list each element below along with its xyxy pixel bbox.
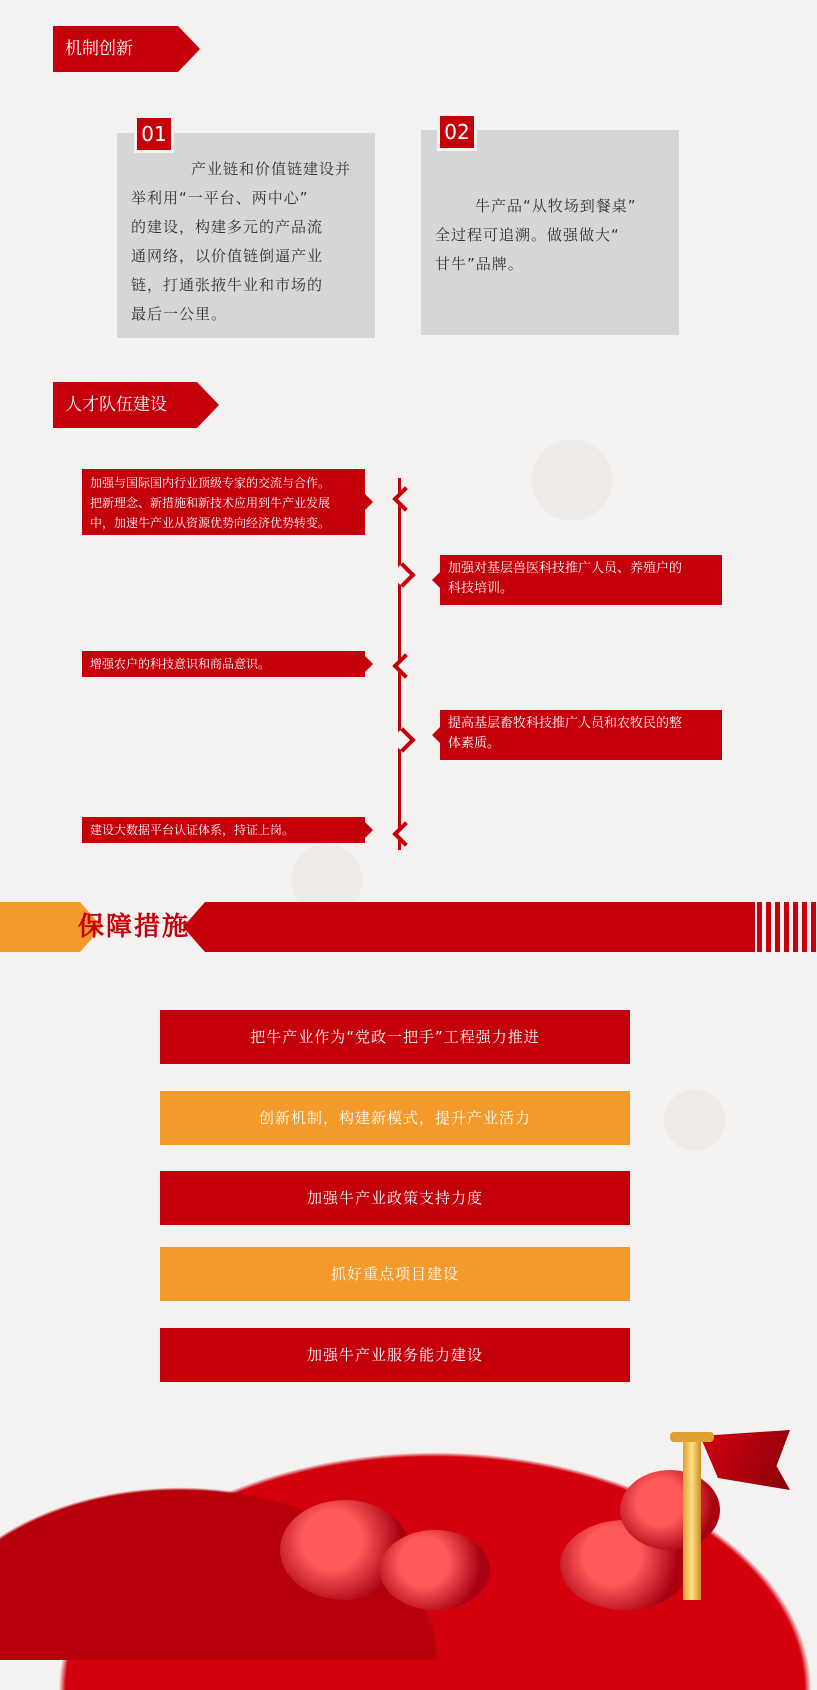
box-01-line: 产业链和价值链建设并 bbox=[191, 160, 352, 178]
box-01 bbox=[117, 133, 375, 338]
timeline-item-line: 体素质。 bbox=[448, 736, 501, 751]
box-01-line: 通网络，以价值链倒逼产业 bbox=[131, 247, 324, 265]
box-02-text bbox=[435, 192, 675, 279]
box-01-text bbox=[131, 155, 371, 329]
section-title-talent: 人才队伍建设 bbox=[53, 382, 197, 428]
box-01-number: 01 bbox=[134, 115, 174, 153]
box-02-line: 牛产品“从牧场到餐桌” bbox=[475, 197, 637, 215]
box-02-number: 02 bbox=[437, 113, 477, 151]
measure-item-4: 抓好重点项目建设 bbox=[160, 1247, 630, 1301]
huabiao-pillar-top bbox=[670, 1432, 714, 1442]
timeline-item-5 bbox=[82, 817, 365, 843]
timeline-item-line: 科技培训。 bbox=[448, 581, 514, 596]
timeline-item-line: 建设大数据平台认证体系，持证上岗。 bbox=[90, 823, 295, 837]
box-02-line: 甘牛”品牌。 bbox=[435, 255, 524, 273]
measure-item-1: 把牛产业作为“党政一把手”工程强力推进 bbox=[160, 1010, 630, 1064]
measure-item-2: 创新机制，构建新模式，提升产业活力 bbox=[160, 1091, 630, 1145]
box-01-line: 举利用“一平台、两中心” bbox=[131, 189, 309, 207]
banner-right-bar bbox=[205, 902, 755, 952]
timeline-item-4 bbox=[440, 710, 722, 760]
box-02-line: 全过程可追溯。做强做大“ bbox=[435, 226, 620, 244]
box-01-line: 的建设，构建多元的产品流 bbox=[131, 218, 324, 236]
timeline-item-line: 提高基层畜牧科技推广人员和农牧民的整 bbox=[448, 716, 683, 731]
section-title-guarantee: 保障措施 bbox=[78, 912, 191, 942]
timeline-item-3 bbox=[82, 651, 365, 677]
timeline-item-line: 加强与国际国内行业顶级专家的交流与合作。 bbox=[90, 476, 331, 490]
box-01-line: 最后一公里。 bbox=[131, 305, 228, 323]
section-title-mechanism: 机制创新 bbox=[53, 26, 178, 72]
huabiao-pillar-icon bbox=[683, 1432, 701, 1600]
timeline-item-line: 把新理念、新措施和新技术应用到牛产业发展 bbox=[90, 496, 331, 510]
banner-stripes bbox=[757, 902, 817, 952]
banner-left-accent bbox=[0, 902, 80, 952]
timeline-item-line: 加强对基层兽医科技推广人员、养殖户的 bbox=[448, 561, 683, 576]
measure-item-5: 加强牛产业服务能力建设 bbox=[160, 1328, 630, 1382]
timeline-item-1 bbox=[82, 469, 365, 535]
box-02 bbox=[421, 130, 679, 335]
auspicious-cloud-icon bbox=[380, 1530, 490, 1610]
auspicious-cloud-icon bbox=[620, 1470, 720, 1550]
timeline-item-line: 中，加速牛产业从资源优势向经济优势转变。 bbox=[90, 516, 331, 530]
measure-item-3: 加强牛产业政策支持力度 bbox=[160, 1171, 630, 1225]
timeline-item-2 bbox=[440, 555, 722, 605]
timeline-item-line: 增强农户的科技意识和商品意识。 bbox=[90, 657, 271, 671]
box-01-line: 链，打通张掖牛业和市场的 bbox=[131, 276, 324, 294]
